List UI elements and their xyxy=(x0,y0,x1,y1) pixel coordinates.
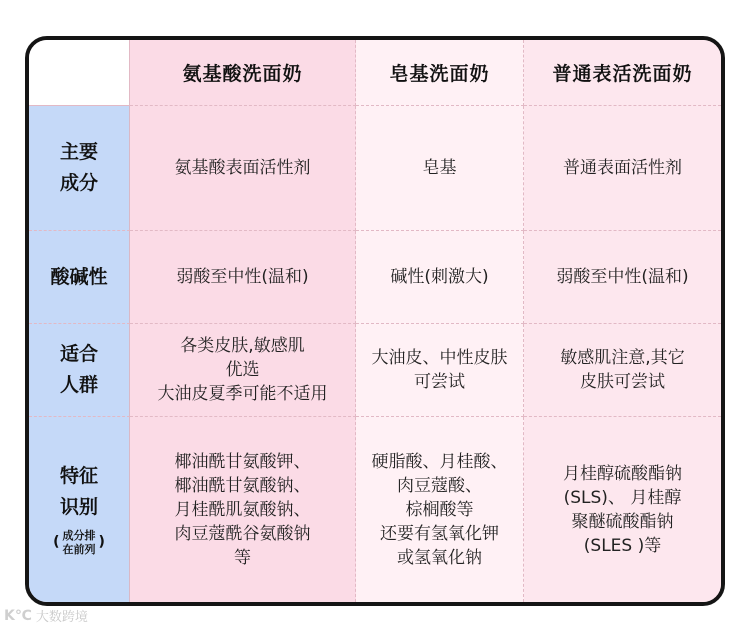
table-cell xyxy=(356,324,524,417)
row-header-line: 适合 xyxy=(59,343,98,365)
table-cell xyxy=(356,417,524,602)
cell-line: 皂基 xyxy=(422,158,457,178)
cell-line: (SLS)、 月桂醇 xyxy=(563,487,682,508)
row-header-line: 识别 xyxy=(59,496,98,518)
note-close-paren: ) xyxy=(98,534,105,550)
header-amino-acid: 氨基酸洗面奶 xyxy=(130,40,356,106)
header-soap-base: 皂基洗面奶 xyxy=(356,40,524,106)
cell-line: 椰油酰甘氨酸钠、 xyxy=(174,475,311,496)
watermark xyxy=(4,606,88,625)
row-header-line: 成分 xyxy=(59,172,98,194)
table-cell xyxy=(130,106,356,231)
comparison-table xyxy=(29,40,721,602)
cell-line: 可尝试 xyxy=(414,372,465,392)
table-cell xyxy=(356,231,524,324)
cell-line: 月桂酰肌氨酸钠、 xyxy=(174,499,311,520)
cell-line: 碱性(刺激大) xyxy=(390,267,489,287)
cell-line: 硬脂酸、月桂酸、 xyxy=(371,451,508,472)
cell-line: 月桂醇硫酸酯钠 xyxy=(563,463,682,484)
cell-line: 弱酸至中性(温和) xyxy=(176,267,309,287)
cell-line: 椰油酰甘氨酸钾、 xyxy=(174,451,311,472)
cell-line: 还要有氢氧化钾 xyxy=(380,523,499,544)
row-header-ph xyxy=(29,231,130,324)
cell-line: 皮肤可尝试 xyxy=(580,372,665,392)
row-header-line: 人群 xyxy=(59,374,98,396)
corner-cell xyxy=(29,40,130,106)
cell-line: 大油皮、中性皮肤 xyxy=(371,348,508,368)
cell-line: 大油皮夏季可能不适用 xyxy=(157,384,328,404)
table-cell xyxy=(130,231,356,324)
table-cell xyxy=(130,324,356,417)
cell-line: 弱酸至中性(温和) xyxy=(556,267,689,287)
header-regular-surfactant: 普通表活洗面奶 xyxy=(524,40,721,106)
cell-line: 普通表面活性剂 xyxy=(563,158,682,178)
watermark-logo-icon: K℃ xyxy=(4,607,32,624)
table-cell xyxy=(356,106,524,231)
cell-line: 棕榈酸等 xyxy=(405,499,474,520)
row-header-line: 酸碱性 xyxy=(50,265,108,288)
cell-line: 或氢氧化钠 xyxy=(397,547,482,568)
row-header-suitable-people xyxy=(29,324,130,417)
cell-line: 肉豆蔻酰谷氨酸钠 xyxy=(174,523,311,544)
cell-line: 各类皮肤,敏感肌 xyxy=(180,336,305,356)
cell-line: 优选 xyxy=(225,360,260,380)
cell-line: 肉豆蔻酸、 xyxy=(397,475,482,496)
note-line: 成分排 xyxy=(62,528,96,542)
table-cell xyxy=(524,324,721,417)
row-header-ingredients xyxy=(29,106,130,231)
row-header-identification xyxy=(29,417,130,602)
table-cell xyxy=(524,106,721,231)
watermark-text: 大数跨境 xyxy=(35,610,88,625)
row-header-line: 特征 xyxy=(59,465,98,487)
table-cell xyxy=(524,417,721,602)
cell-line: (SLES )等 xyxy=(583,535,662,556)
cell-line: 等 xyxy=(234,547,251,568)
table-cell xyxy=(524,231,721,324)
row-header-line: 主要 xyxy=(59,141,98,163)
table-cell xyxy=(130,417,356,602)
note-line: 在前列 xyxy=(62,542,96,556)
cell-line: 氨基酸表面活性剂 xyxy=(174,158,311,178)
row-header-note xyxy=(53,527,105,558)
cell-line: 敏感肌注意,其它 xyxy=(560,348,685,368)
comparison-table-frame xyxy=(25,36,725,606)
cell-line: 聚醚硫酸酯钠 xyxy=(571,511,674,532)
note-open-paren: ( xyxy=(53,534,60,550)
